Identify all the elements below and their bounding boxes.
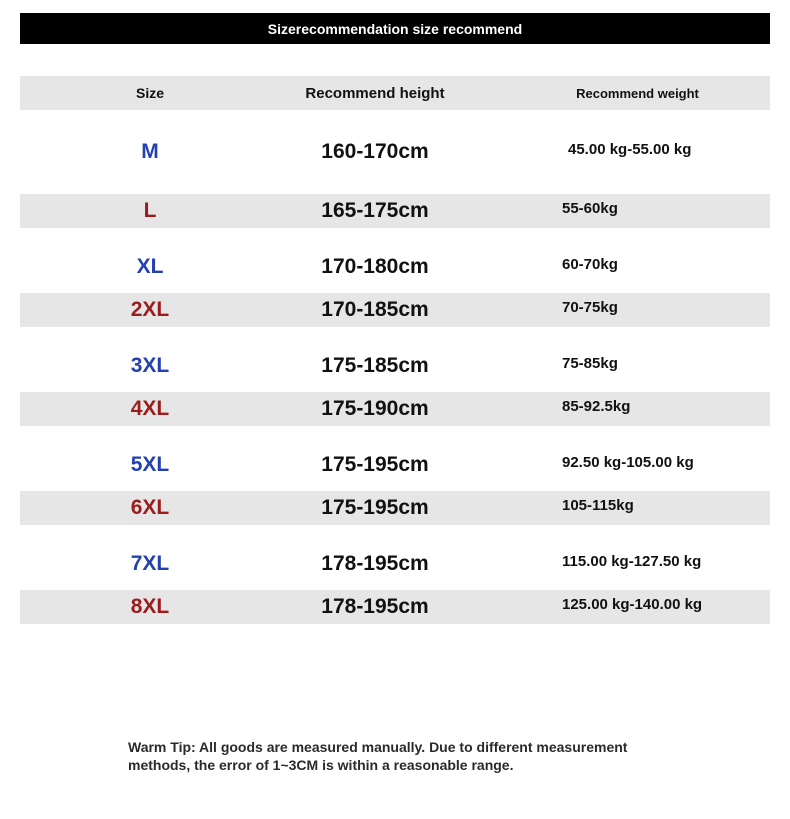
row-height: 175-185cm	[321, 354, 429, 377]
row-size: 6XL	[130, 496, 170, 519]
row-size: M	[141, 140, 159, 163]
size-chart-title: Sizerecommendation size recommend	[20, 13, 770, 44]
table-row	[20, 538, 770, 590]
table-row	[20, 110, 770, 194]
row-height: 175-190cm	[321, 397, 429, 420]
row-weight: 125.00 kg-140.00 kg	[562, 595, 703, 613]
header-weight: Recommend weight	[576, 85, 699, 101]
row-height: 170-185cm	[321, 298, 429, 321]
table-row	[20, 241, 770, 293]
row-weight: 85-92.5kg	[562, 397, 631, 415]
table-row	[20, 590, 770, 624]
row-height: 160-170cm	[321, 140, 429, 163]
row-height: 170-180cm	[321, 255, 429, 278]
row-height: 178-195cm	[321, 595, 429, 618]
size-table	[20, 76, 770, 637]
table-row	[20, 340, 770, 392]
row-weight: 70-75kg	[562, 298, 618, 316]
row-size: 2XL	[130, 298, 170, 321]
table-row	[20, 491, 770, 525]
row-size: 4XL	[130, 397, 170, 420]
row-size: 3XL	[130, 354, 170, 377]
table-row	[20, 439, 770, 491]
table-row	[20, 194, 770, 228]
row-weight: 92.50 kg-105.00 kg	[562, 453, 694, 471]
header-size: Size	[135, 85, 164, 101]
row-weight: 45.00 kg-55.00 kg	[568, 140, 692, 158]
row-height: 175-195cm	[321, 453, 429, 476]
row-height: 178-195cm	[321, 552, 429, 575]
warm-tip-line-1: Warm Tip: All goods are measured manually. Due to different measurement	[128, 739, 628, 755]
row-weight: 60-70kg	[562, 255, 618, 273]
row-weight: 55-60kg	[562, 199, 618, 217]
row-size: 5XL	[130, 453, 170, 476]
row-height: 175-195cm	[321, 496, 429, 519]
table-row	[20, 293, 770, 327]
row-size: L	[143, 199, 157, 222]
row-size: XL	[136, 255, 164, 278]
row-size: 8XL	[130, 595, 170, 618]
row-weight: 75-85kg	[562, 354, 618, 372]
row-weight: 105-115kg	[562, 496, 634, 514]
row-weight: 115.00 kg-127.50 kg	[562, 552, 702, 570]
warm-tip-line-2: methods, the error of 1~3CM is within a reasonable range.	[128, 757, 514, 773]
row-height: 165-175cm	[321, 199, 429, 222]
row-size: 7XL	[130, 552, 170, 575]
table-row	[20, 392, 770, 426]
header-height: Recommend height	[305, 84, 445, 102]
warm-tip-note	[128, 738, 728, 774]
